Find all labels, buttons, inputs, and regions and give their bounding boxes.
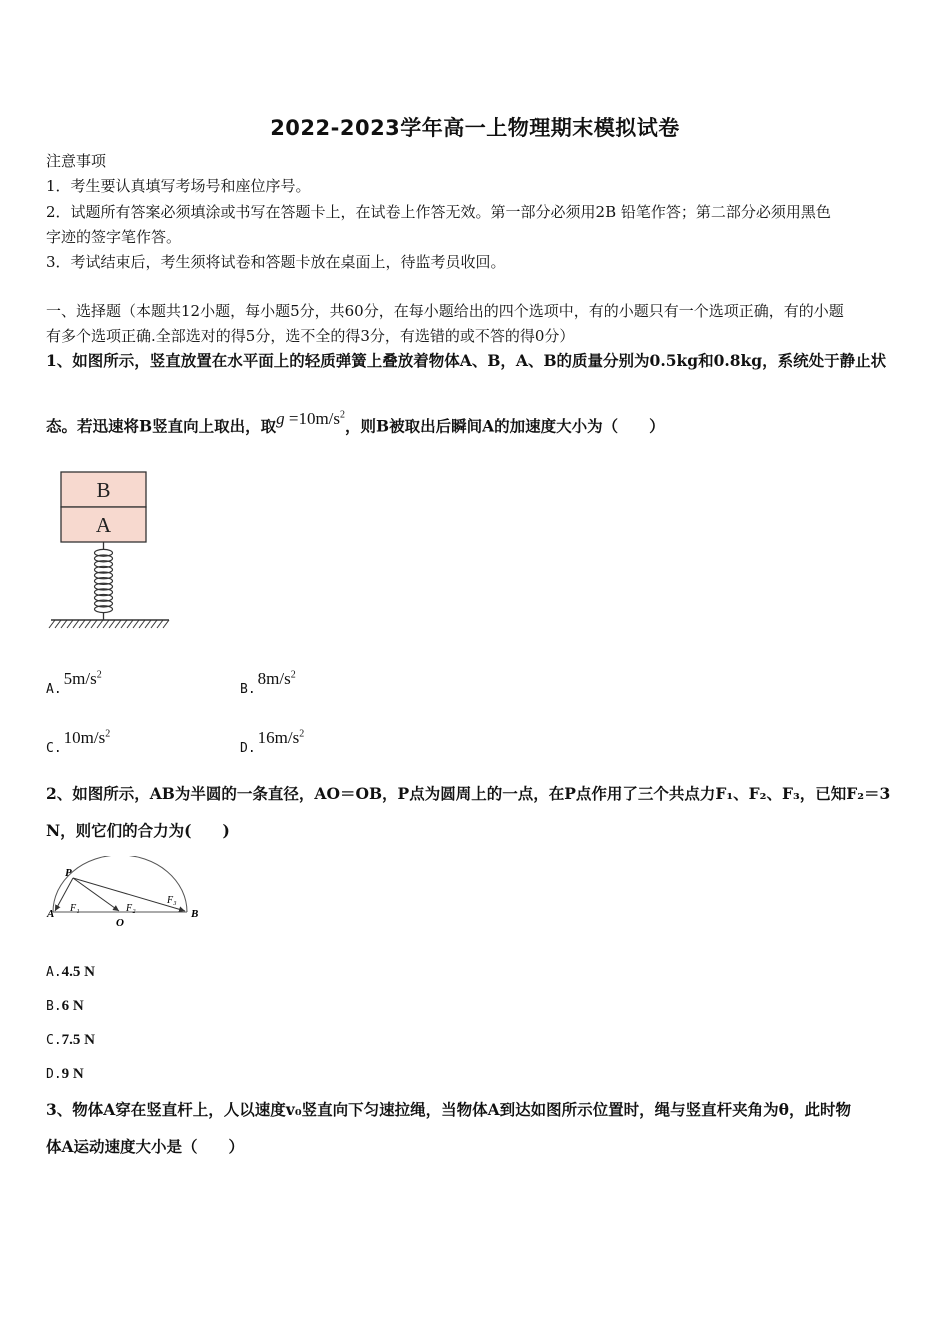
q2-option-a-label: A. xyxy=(46,965,62,980)
q1-option-c-value: 10m/s xyxy=(63,728,106,747)
q2-option-b-label: B. xyxy=(46,999,62,1014)
spring-blocks-figure xyxy=(46,468,176,633)
force-f2-label: F₂ xyxy=(126,903,136,914)
notice-item-3: 3．考试结束后，考生须将试卷和答题卡放在桌面上，待监考员收回。 xyxy=(46,253,506,271)
q2-option-b-value: 6 N xyxy=(61,998,84,1014)
hatch-line xyxy=(67,620,73,628)
hatch-line xyxy=(73,620,79,628)
notice-item-2-line-1: 2．试题所有答案必须填涂或书写在答题卡上，在试卷上作答无效。第一部分必须用2B 铅笔作答；第二部分必须用黑色 xyxy=(46,203,831,221)
gravity-expression xyxy=(276,409,345,428)
q3-line-1: 3、物体A穿在竖直杆上，人以速度v₀竖直向下匀速拉绳，当物体A到达如图所示位置时，绳与竖直杆夹角为θ，此时物 xyxy=(46,1100,851,1119)
q1-line-1: 1、如图所示，竖直放置在水平面上的轻质弹簧上叠放着物体A、B，A、B的质量分别为0.5kg和0.8kg，系统处于静止状 xyxy=(46,351,887,370)
block-b-label: B xyxy=(96,478,111,502)
point-a-label: A xyxy=(47,908,55,920)
hatch-line xyxy=(121,620,127,628)
q1-line-2-end: ，则B被取出后瞬间A的加速度大小为（ ） xyxy=(345,416,665,436)
spring-coils xyxy=(95,549,113,612)
q1-option-a[interactable] xyxy=(46,669,102,698)
notice-item-1: 1．考生要认真填写考场号和座位序号。 xyxy=(46,177,311,195)
force-f2-arrow xyxy=(73,878,119,911)
hatch-line xyxy=(151,620,157,628)
q2-option-d-label: D. xyxy=(46,1067,62,1082)
hatch-line xyxy=(115,620,121,628)
notice-heading: 注意事项 xyxy=(46,152,107,170)
q1-option-c[interactable] xyxy=(46,728,111,757)
g-exponent: 2 xyxy=(340,409,346,420)
q2-option-c-value: 7.5 N xyxy=(61,1032,95,1048)
q2-line-1: 2、如图所示，AB为半圆的一条直径，AO＝OB，P点为圆周上的一点，在P点作用了三个共点力F₁、F₂、F₃，已知F₂＝3 xyxy=(46,784,891,803)
q1-option-b-value: 8m/s xyxy=(257,669,291,688)
q1-option-b[interactable] xyxy=(240,669,296,698)
q1-option-a-label: A. xyxy=(46,682,62,697)
hatch-line xyxy=(139,620,145,628)
q1-line-2 xyxy=(46,408,908,437)
point-o-label: O xyxy=(116,917,124,929)
q1-option-b-label: B. xyxy=(240,682,256,697)
point-p-label: P xyxy=(65,867,72,879)
q2-option-d[interactable] xyxy=(46,1066,84,1083)
hatch-line xyxy=(157,620,163,628)
hatch-line xyxy=(163,620,169,628)
hatch-line xyxy=(79,620,85,628)
q1-option-a-exp: 2 xyxy=(96,669,102,681)
notice-item-2-line-2: 字迹的签字笔作答。 xyxy=(46,228,182,246)
section-1-line-1: 一、选择题（本题共12小题，每小题5分，共60分，在每小题给出的四个选项中，有的小题只有一个选项正确，有的小题 xyxy=(46,302,844,320)
q2-option-d-value: 9 N xyxy=(61,1066,84,1082)
section-1-line-2: 有多个选项正确.全部选对的得5分，选不全的得3分，有选错的或不答的得0分） xyxy=(46,327,575,345)
q2-line-2: N，则它们的合力为( ) xyxy=(46,821,230,840)
hatch-line xyxy=(55,620,61,628)
hatch-line xyxy=(61,620,67,628)
hatch-line xyxy=(91,620,97,628)
block-a-label: A xyxy=(95,513,112,537)
hatch-line xyxy=(127,620,133,628)
q2-option-c[interactable] xyxy=(46,1032,95,1049)
hatch-line xyxy=(109,620,115,628)
g-symbol: g xyxy=(276,408,285,428)
semicircle-force-figure xyxy=(46,856,206,931)
hatch-line xyxy=(97,620,103,628)
hatch-line xyxy=(145,620,151,628)
hatch-line xyxy=(103,620,109,628)
q3-line-2: 体A运动速度大小是（ ） xyxy=(46,1137,245,1156)
q1-option-c-exp: 2 xyxy=(105,728,111,740)
hatch-line xyxy=(49,620,55,628)
q1-option-d[interactable] xyxy=(240,728,305,757)
hatch-line xyxy=(85,620,91,628)
q2-option-c-label: C. xyxy=(46,1033,62,1048)
q1-option-b-exp: 2 xyxy=(290,669,296,681)
hatch-line xyxy=(133,620,139,628)
q1-line-2-start: 态。若迅速将B竖直向上取出，取 xyxy=(46,416,277,436)
q2-option-a[interactable] xyxy=(46,964,95,981)
force-f3-label: F₃ xyxy=(167,895,177,906)
force-f1-label: F₁ xyxy=(70,903,80,914)
point-b-label: B xyxy=(191,908,199,920)
q1-option-a-value: 5m/s xyxy=(63,669,97,688)
q2-option-b[interactable] xyxy=(46,998,84,1015)
q1-option-d-exp: 2 xyxy=(299,728,305,740)
q1-option-d-value: 16m/s xyxy=(257,728,300,747)
q1-option-c-label: C. xyxy=(46,741,62,756)
exam-title: 2022-2023学年高一上物理期末模拟试卷 xyxy=(270,116,680,140)
q1-option-d-label: D. xyxy=(240,741,256,756)
ground-hatching xyxy=(49,620,169,628)
g-value: =10m/s xyxy=(288,408,341,428)
q2-option-a-value: 4.5 N xyxy=(61,964,95,980)
